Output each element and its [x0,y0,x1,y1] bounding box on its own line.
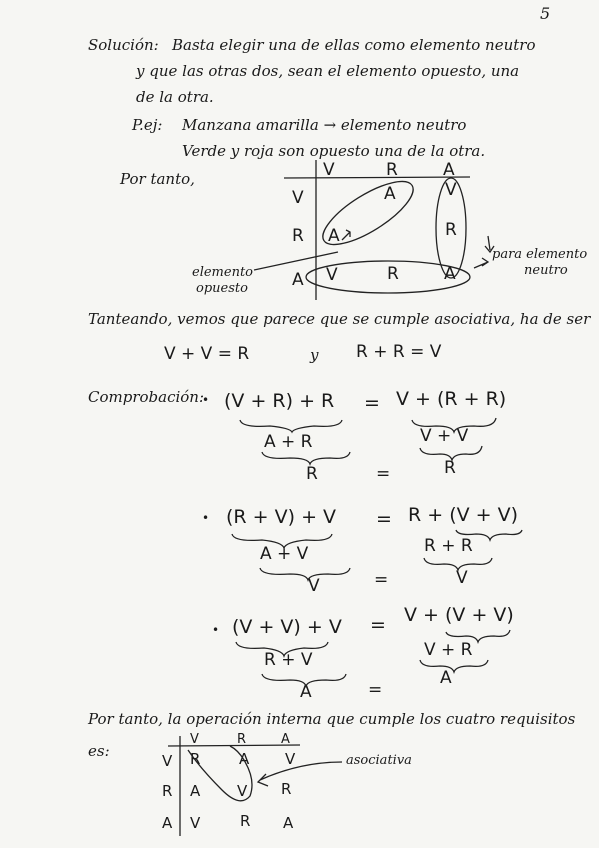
brace [236,642,328,656]
conclusion-line-1: Por tanto, la operación interna que cumple los cuatro requisitos [88,710,576,728]
brace [232,534,332,548]
table2-cell: R [281,780,292,798]
solution-label: Solución: [88,36,159,54]
opuesto-note-line-1: elemento [192,265,253,280]
brace [420,446,482,460]
table1-cell: R [387,264,399,284]
check3-eq: = [370,614,386,636]
table2-cell: A [239,750,250,768]
check1-rhs-result: R [444,458,456,478]
bullet: • [202,393,210,407]
table1-row-label: R [292,226,304,246]
small-arrow-icon [342,230,350,240]
bullet: • [202,511,210,525]
brace [260,568,350,580]
example-line-2: Verde y roja son opuesto una de la otra. [182,142,486,160]
table1-row-label: V [292,188,304,208]
opuesto-note-line-2: opuesto [196,281,248,296]
asociativa-note: asociativa [346,753,412,768]
comprobacion-label: Comprobación: [88,388,205,406]
neutro-note-line-2: neutro [524,263,568,278]
table2-header: V [190,732,199,747]
table1-row-label: A [292,270,304,290]
table2-header: A [281,732,290,747]
brace [446,630,510,642]
check3-lhs: (V + V) + V [232,616,342,638]
diagonal-loop [188,746,252,801]
check2-eq2: = [374,570,389,590]
neutro-note-line-1: para elemento [492,247,588,262]
por-tanto-label: Por tanto, [120,170,195,188]
check3-eq2: = [368,680,383,700]
table1-cell: V [445,180,457,200]
check1-lhs-result: R [306,464,318,484]
rule-vv: V + V = R [164,344,250,364]
table1-cell: A [444,264,456,284]
table2-cell: R [190,750,201,768]
table2-row-label: R [162,782,173,800]
check3-rhs-mid: V + R [424,640,473,660]
check3-rhs: V + (V + V) [404,604,514,626]
check2-rhs-result: V [456,568,468,588]
conclusion-line-2: es: [88,742,110,760]
example-line-1: Manzana amarilla → elemento neutro [182,116,467,134]
check1-rhs: V + (R + R) [396,388,507,410]
table2-horizontal-rule [168,745,300,746]
solution-line-1: Basta elegir una de ellas como elemento neutro [172,36,536,54]
check3-lhs-result: A [300,682,312,702]
asociativa-arrow-icon [258,762,342,786]
ellipse-column-a [436,178,466,278]
table2-cell: A [190,782,201,800]
brace [420,660,488,672]
check3-lhs-mid: R + V [264,650,313,670]
bullet: • [212,623,220,637]
check1-eq: = [364,392,380,414]
check2-lhs-mid: A + V [260,544,309,564]
check2-rhs-mid: R + R [424,536,473,556]
table1-header: R [386,160,398,180]
table2-row-label: V [162,752,173,770]
tanteando-line: Tanteando, vemos que parece que se cumple asociativa, ha de ser [88,310,591,328]
table1-header: V [323,160,335,180]
table2-cell: A [283,814,294,832]
brace [424,558,492,570]
rule-and: y [310,346,319,364]
table2-cell: R [240,812,251,830]
table1-horizontal-rule [284,177,470,178]
table2-cell: V [285,750,296,768]
brace [412,418,496,432]
check2-lhs: (R + V) + V [226,506,337,528]
table2-header: R [237,732,247,747]
check2-lhs-result: V [308,576,320,596]
ellipse-row-a [306,261,470,293]
brace [262,674,346,686]
table1-cell: A [328,226,340,246]
solution-line-2: y que las otras dos, sean el elemento opuesto, una [136,62,520,80]
check2-rhs: R + (V + V) [408,504,519,526]
brace [240,420,342,432]
check1-lhs-mid: A + R [264,432,313,452]
table1-cell: R [445,220,457,240]
page-number: 5 [540,4,551,23]
check1-rhs-mid: V + V [420,426,469,446]
table2-cell: V [237,782,248,800]
neutro-arrow-icon [474,258,488,268]
check2-eq: = [376,508,392,530]
table1-header: A [443,160,455,180]
check3-rhs-result: A [440,668,452,688]
down-arrow-icon [485,236,494,252]
rule-rr: R + R = V [356,342,442,362]
table2-row-label: A [162,814,173,832]
brace [262,452,350,464]
brace [456,530,522,540]
table2-cell: V [190,814,201,832]
table1-cell: A [384,184,396,204]
check1-lhs: (V + R) + R [224,390,335,412]
table1-cell: V [326,265,338,285]
check1-eq2: = [376,464,391,484]
example-label: P.ej: [132,116,163,134]
ellipse-opuesto [314,170,421,256]
solution-line-3: de la otra. [136,88,214,106]
